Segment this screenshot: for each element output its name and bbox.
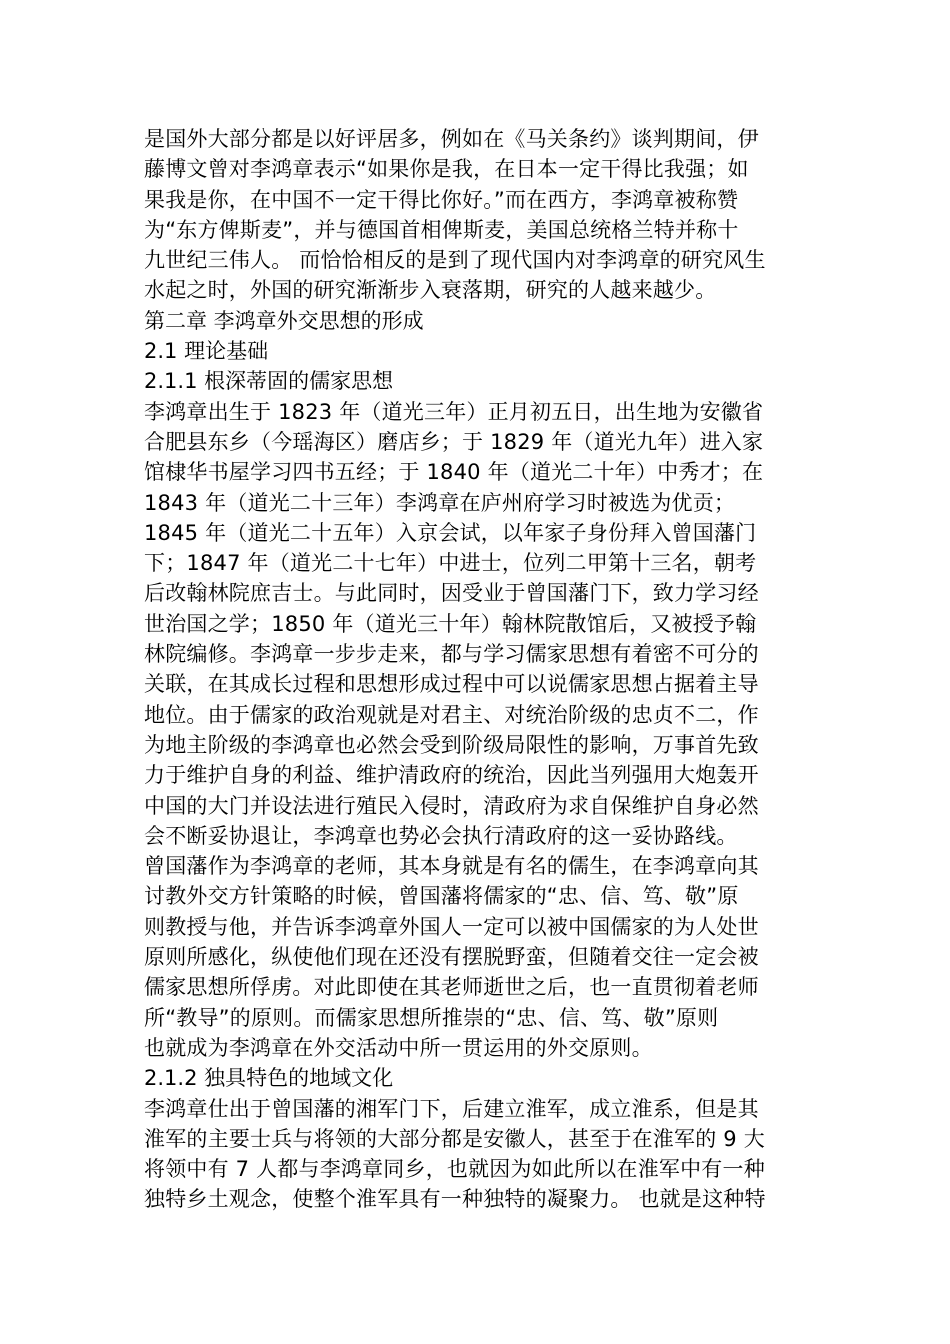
text-line: 李鸿章仕出于曾国藩的湘军门下，后建立淮军，成立淮系，但是其 — [144, 1096, 759, 1121]
text-line: 九世纪三伟人。 而恰恰相反的是到了现代国内对李鸿章的研究风生 — [144, 248, 766, 273]
text-line: 则教授与他，并告诉李鸿章外国人一定可以被中国儒家的为人处世 — [144, 914, 759, 939]
text-line: 合肥县东乡（今瑶海区）磨店乡；于 1829 年（道光九年）进入家 — [144, 429, 764, 454]
section-heading-2-1: 2.1 理论基础 — [144, 339, 269, 364]
text-line: 将领中有 7 人都与李鸿章同乡，也就因为如此所以在淮军中有一种 — [144, 1157, 765, 1182]
text-line: 关联，在其成长过程和思想形成过程中可以说儒家思想占据着主导 — [144, 672, 759, 697]
text-line: 原则所感化，纵使他们现在还没有摆脱野蛮，但随着交往一定会被 — [144, 945, 759, 970]
text-line: 为地主阶级的李鸿章也必然会受到阶级局限性的影响，万事首先致 — [144, 732, 759, 757]
text-line: 会不断妥协退让，李鸿章也势必会执行清政府的这一妥协路线。 — [144, 823, 738, 848]
paragraph-1 — [144, 124, 804, 306]
paragraph-3 — [144, 851, 804, 1063]
text-line: 独特乡土观念，使整个淮军具有一种独特的凝聚力。 也就是这种特 — [144, 1187, 766, 1212]
text-line: 中国的大门并设法进行殖民入侵时，清政府为求自保维护自身必然 — [144, 793, 759, 818]
text-line: 果我是你，在中国不一定干得比你好。”而在西方，李鸿章被称赞 — [144, 187, 739, 212]
text-line: 林院编修。李鸿章一步步走来，都与学习儒家思想有着密不可分的 — [144, 642, 759, 667]
text-line: 世治国之学；1850 年（道光三十年）翰林院散馆后，又被授予翰 — [144, 611, 757, 636]
text-line: 是国外大部分都是以好评居多，例如在《马关条约》谈判期间，伊 — [144, 127, 759, 151]
document-page — [144, 124, 804, 1215]
text-line: 李鸿章出生于 1823 年（道光三年）正月初五日，出生地为安徽省 — [144, 399, 764, 424]
section-heading-2-1-1: 2.1.1 根深蒂固的儒家思想 — [144, 369, 394, 394]
text-line: 地位。由于儒家的政治观就是对君主、对统治阶级的忠贞不二，作 — [144, 702, 759, 727]
section-heading-2-1-2: 2.1.2 独具特色的地域文化 — [144, 1066, 394, 1091]
text-line: 藤博文曾对李鸿章表示“如果你是我，在日本一定干得比我强；如 — [144, 157, 749, 182]
text-line: 馆棣华书屋学习四书五经；于 1840 年（道光二十年）中秀才；在 — [144, 460, 764, 485]
text-line: 讨教外交方针策略的时候，曾国藩将儒家的“忠、信、笃、敬”原 — [144, 884, 739, 909]
text-line: 所“教导”的原则。而儒家思想所推崇的“忠、信、笃、敬”原则 — [144, 1005, 719, 1030]
text-line: 1845 年（道光二十五年）入京会试，以年家子身份拜入曾国藩门 — [144, 520, 757, 545]
text-line: 后改翰林院庶吉士。与此同时，因受业于曾国藩门下，致力学习经 — [144, 581, 759, 606]
text-line: 力于维护自身的利益、维护清政府的统治，因此当列强用大炮轰开 — [144, 763, 759, 788]
paragraph-2 — [144, 397, 804, 851]
text-line: 为“东方俾斯麦”，并与德国首相俾斯麦，美国总统格兰特并称十 — [144, 217, 739, 242]
text-line: 淮军的主要士兵与将领的大部分都是安徽人，甚至于在淮军的 9 大 — [144, 1126, 765, 1151]
paragraph-4 — [144, 1094, 804, 1215]
text-line: 1843 年（道光二十三年）李鸿章在庐州府学习时被选为优贡； — [144, 490, 736, 515]
text-line: 水起之时，外国的研究渐渐步入衰落期，研究的人越来越少。 — [144, 278, 717, 303]
text-line: 也就成为李鸿章在外交活动中所一贯运用的外交原则。 — [144, 1035, 653, 1060]
text-line: 下；1847 年（道光二十七年）中进士，位列二甲第十三名，朝考 — [144, 551, 757, 576]
chapter-title: 第二章 李鸿章外交思想的形成 — [144, 308, 424, 333]
text-line: 儒家思想所俘虏。对此即使在其老师逝世之后，也一直贯彻着老师 — [144, 975, 759, 1000]
text-line: 曾国藩作为李鸿章的老师，其本身就是有名的儒生，在李鸿章向其 — [144, 854, 759, 879]
